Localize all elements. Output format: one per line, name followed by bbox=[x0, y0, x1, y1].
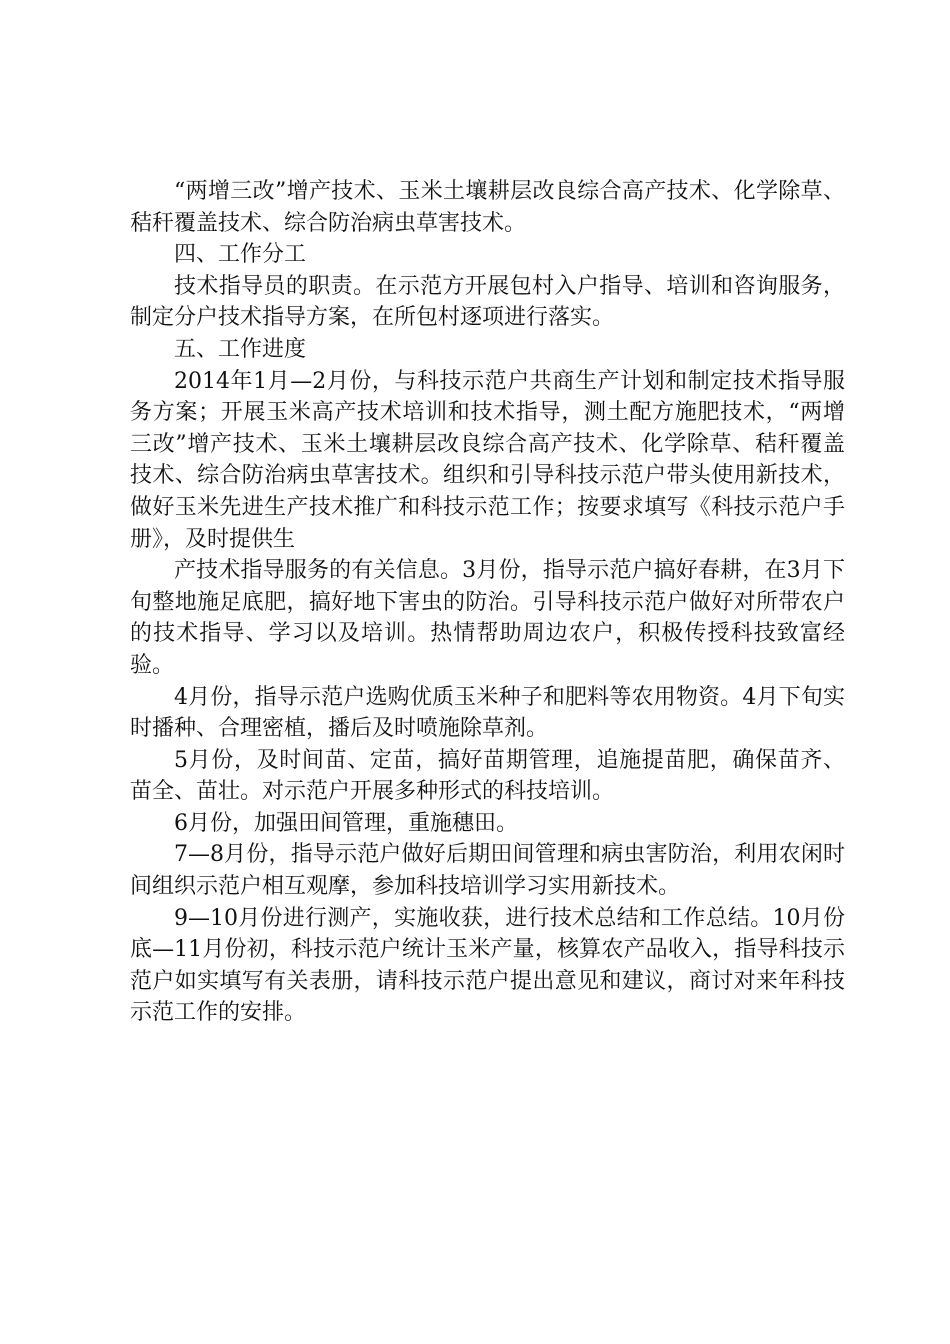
section-heading-work-schedule: 五、工作进度 bbox=[174, 336, 307, 362]
paragraph-june: 6月份，加强田间管理，重施穗田。 bbox=[174, 810, 518, 836]
paragraph-instructor-duties: 技术指导员的职责。在示范方开展包村入户指导、培训和咨询服务，制定分户技术指导方案，在所包村逐项进行落实。 bbox=[130, 273, 845, 331]
paragraph-march: 产技术指导服务的有关信息。3月份，指导示范户搞好春耕，在3月下旬整地施足底肥，搞好地下害虫的防治。引导科技示范户做好对所带农户的技术指导、学习以及培训。热情帮助周边农户，积极传授科技致富经验。 bbox=[130, 558, 845, 678]
paragraph-april: 4月份，指导示范户选购优质玉米种子和肥料等农用物资。4月下旬实时播种、合理密植，播后及时喷施除草剂。 bbox=[130, 684, 845, 742]
document-body bbox=[130, 176, 845, 1029]
paragraph-jul-aug: 7—8月份，指导示范户做好后期田间管理和病虫害防治，利用农闲时间组织示范户相互观摩，参加科技培训学习实用新技术。 bbox=[130, 842, 845, 900]
paragraph-may: 5月份，及时间苗、定苗，搞好苗期管理，追施提苗肥，确保苗齐、苗全、苗壮。对示范户开展多种形式的科技培训。 bbox=[130, 747, 845, 805]
paragraph-sep-nov: 9—10月份进行测产，实施收获，进行技术总结和工作总结。10月份底—11月份初，科技示范户统计玉米产量，核算农产品收入，指导科技示范户如实填写有关表册，请科技示范户提出意见和建议，商讨对来年科技示范工作的安排。 bbox=[130, 905, 845, 1026]
paragraph-techniques-continued: “两增三改”增产技术、玉米土壤耕层改良综合高产技术、化学除草、秸秆覆盖技术、综合防治病虫草害技术。 bbox=[130, 179, 845, 236]
section-heading-work-division: 四、工作分工 bbox=[174, 242, 307, 268]
paragraph-jan-feb: 2014年1月—2月份，与科技示范户共商生产计划和制定技术指导服务方案；开展玉米高产技术培训和技术指导，测土配方施肥技术，“两增三改”增产技术、玉米土壤耕层改良综合高产技术、化学除草、秸秆覆盖技术、综合防治病虫草害技术。组织和引导科技示范户带头使用新技术，做好玉米先进生产技术推广和科技示范工作；按要求填写《科技示范户手册》，及时提供生 bbox=[130, 368, 845, 552]
